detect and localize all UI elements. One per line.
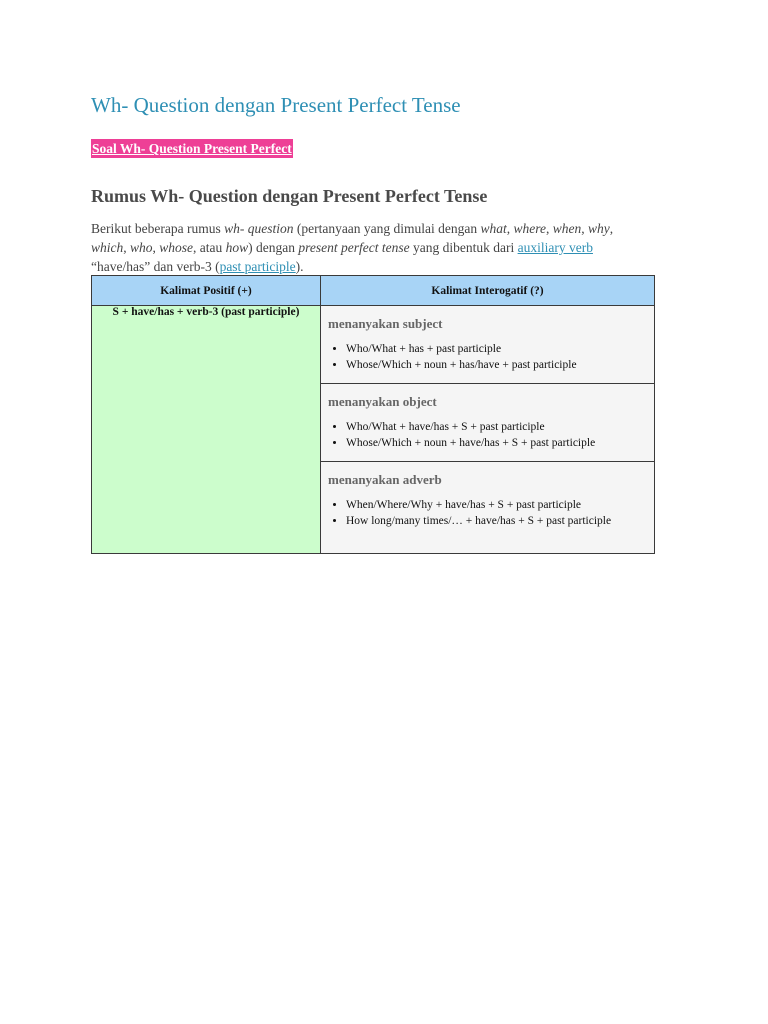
page-title: Wh- Question dengan Present Perfect Tense	[91, 93, 461, 117]
formula-list	[321, 341, 654, 373]
question-heading: menanyakan adverb	[328, 472, 442, 487]
header-interrogative: Kalimat Interogatif (?)	[321, 276, 655, 306]
formula-table	[91, 275, 655, 554]
intro-emphasis: which	[91, 240, 124, 255]
intro-emphasis: whose	[159, 240, 194, 255]
formula-list	[321, 419, 654, 451]
intro-emphasis: why	[588, 221, 610, 236]
intro-paragraph	[91, 219, 631, 276]
list-item: • Who/What + have/has + S + past participle	[346, 419, 654, 435]
intro-text: ) dengan	[248, 240, 299, 255]
intro-text: yang dibentuk dari	[409, 240, 518, 255]
past-participle-link[interactable]: past participle	[219, 259, 296, 274]
intro-emphasis: where	[513, 221, 547, 236]
list-item: • How long/many times/… + have/has + S + past participle	[346, 513, 654, 529]
table-row	[92, 306, 655, 384]
soal-link[interactable]: Soal Wh- Question Present Perfect	[92, 141, 292, 156]
list-item: • Whose/Which + noun + have/has + S + past participle	[346, 435, 654, 451]
list-item: • Whose/Which + noun + has/have + past participle	[346, 357, 654, 373]
question-heading: menanyakan subject	[328, 316, 443, 331]
table-header-row	[92, 276, 655, 306]
list-item: • When/Where/Why + have/has + S + past participle	[346, 497, 654, 513]
question-heading: menanyakan object	[328, 394, 437, 409]
intro-text: Berikut beberapa rumus	[91, 221, 225, 236]
intro-emphasis: wh- question	[224, 221, 294, 236]
intro-text: ,	[152, 240, 160, 255]
intro-text: ,	[546, 221, 553, 236]
intro-emphasis: when	[552, 221, 582, 236]
list-item: • Who/What + has + past participle	[346, 341, 654, 357]
intro-emphasis: present perfect tense	[298, 240, 410, 255]
intro-emphasis: how	[225, 240, 249, 255]
intro-text: “have/has” dan verb-3 (	[91, 259, 220, 274]
intro-text: ).	[295, 259, 304, 274]
intro-emphasis: who	[130, 240, 153, 255]
intro-text: (pertanyaan yang dimulai dengan	[293, 221, 481, 236]
intro-text: , atau	[193, 240, 226, 255]
header-positive: Kalimat Positif (+)	[92, 276, 321, 306]
question-cell-subject	[321, 306, 655, 384]
intro-text: ,	[123, 240, 130, 255]
intro-text: ,	[609, 221, 614, 236]
intro-emphasis: what	[480, 221, 507, 236]
formula-list	[321, 497, 654, 529]
intro-text: ,	[506, 221, 514, 236]
question-cell-adverb	[321, 462, 655, 554]
question-cell-object	[321, 384, 655, 462]
auxiliary-verb-link[interactable]: auxiliary verb	[517, 240, 593, 255]
section-heading: Rumus Wh- Question dengan Present Perfect Tense	[91, 186, 488, 206]
positive-formula-cell: S + have/has + verb-3 (past participle)	[92, 306, 321, 554]
intro-text: ,	[581, 221, 589, 236]
